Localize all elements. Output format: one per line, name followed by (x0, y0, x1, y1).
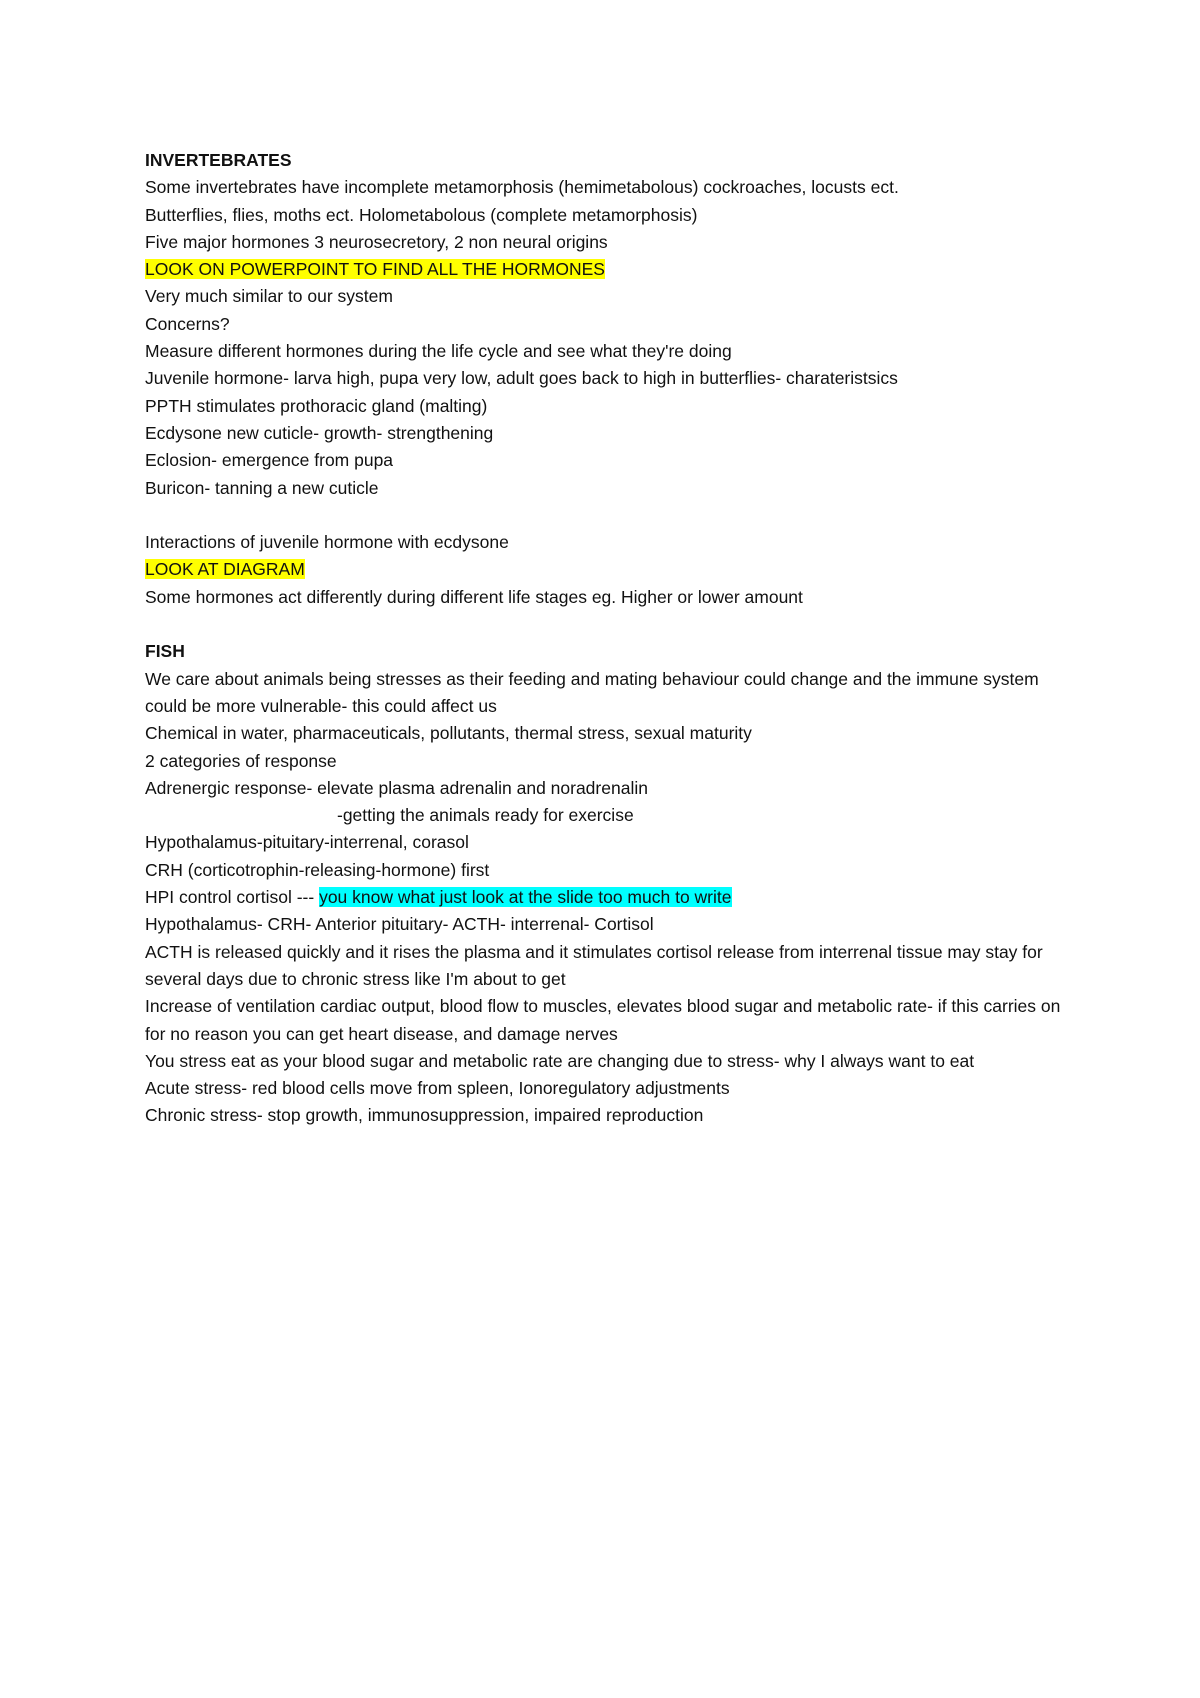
text-line: Chronic stress- stop growth, immunosuppression, impaired reproduction (145, 1105, 704, 1126)
hpi-line (145, 884, 1075, 911)
text-line: Measure different hormones during the life cycle and see what they're doing (145, 341, 732, 362)
text-line: Hypothalamus-pituitary-interrenal, corasol (145, 832, 469, 853)
text-line: Acute stress- red blood cells move from spleen, Ionoregulatory adjustments (145, 1078, 730, 1099)
text-line: CRH (corticotrophin-releasing-hormone) first (145, 859, 490, 880)
blank-line (145, 611, 1075, 638)
text-line: Buricon- tanning a new cuticle (145, 477, 379, 498)
text-paragraph: ACTH is released quickly and it rises the plasma and it stimulates cortisol release from interrenal tissue may stay for several days due to chronic stress like I'm about to get (145, 941, 1043, 989)
highlight-line-powerpoint (145, 256, 1075, 283)
text-line: Butterflies, flies, moths ect. Holometabolous (complete metamorphosis) (145, 204, 698, 225)
text-line: 2 categories of response (145, 750, 337, 771)
cyan-highlight-text: you know what just look at the slide too much to write (319, 887, 732, 908)
text-line: Juvenile hormone- larva high, pupa very low, adult goes back to high in butterflies- charateristsics (145, 368, 898, 389)
blank-line (145, 502, 1075, 529)
yellow-highlight-text: LOOK AT DIAGRAM (145, 559, 305, 580)
text-line: PPTH stimulates prothoracic gland (malting) (145, 395, 488, 416)
yellow-highlight-text: LOOK ON POWERPOINT TO FIND ALL THE HORMONES (145, 259, 605, 280)
text-line: Hypothalamus- CRH- Anterior pituitary- ACTH- interrenal- Cortisol (145, 914, 654, 935)
text-line: Ecdysone new cuticle- growth- strengthening (145, 422, 494, 443)
text-paragraph: Increase of ventilation cardiac output, blood flow to muscles, elevates blood sugar and metabolic rate- if this carries on for no reason you can get heart disease, and damage nerves (145, 996, 1061, 1044)
text-paragraph: You stress eat as your blood sugar and metabolic rate are changing due to stress- why I always want to eat (145, 1050, 975, 1071)
section-heading-invertebrates: INVERTEBRATES (145, 150, 292, 170)
text-paragraph: We care about animals being stresses as their feeding and mating behaviour could change and the immune system could be more vulnerable- this could affect us (145, 668, 1039, 716)
hpi-prefix-text: HPI control cortisol --- (145, 887, 320, 908)
highlight-line-diagram (145, 556, 1075, 583)
text-line: Chemical in water, pharmaceuticals, pollutants, thermal stress, sexual maturity (145, 723, 752, 744)
section-heading-fish: FISH (145, 641, 185, 662)
indented-text-line: -getting the animals ready for exercise (337, 805, 634, 826)
text-line: Concerns? (145, 313, 230, 334)
text-line: Five major hormones 3 neurosecretory, 2 non neural origins (145, 231, 608, 252)
document-body (145, 147, 1075, 1130)
text-line: Some hormones act differently during different life stages eg. Higher or lower amount (145, 586, 803, 607)
text-line: Interactions of juvenile hormone with ecdysone (145, 532, 509, 553)
text-line: Some invertebrates have incomplete metamorphosis (hemimetabolous) cockroaches, locusts ect. (145, 177, 899, 198)
text-line: Very much similar to our system (145, 286, 393, 307)
text-line: Eclosion- emergence from pupa (145, 450, 394, 471)
text-line: Adrenergic response- elevate plasma adrenalin and noradrenalin (145, 777, 648, 798)
